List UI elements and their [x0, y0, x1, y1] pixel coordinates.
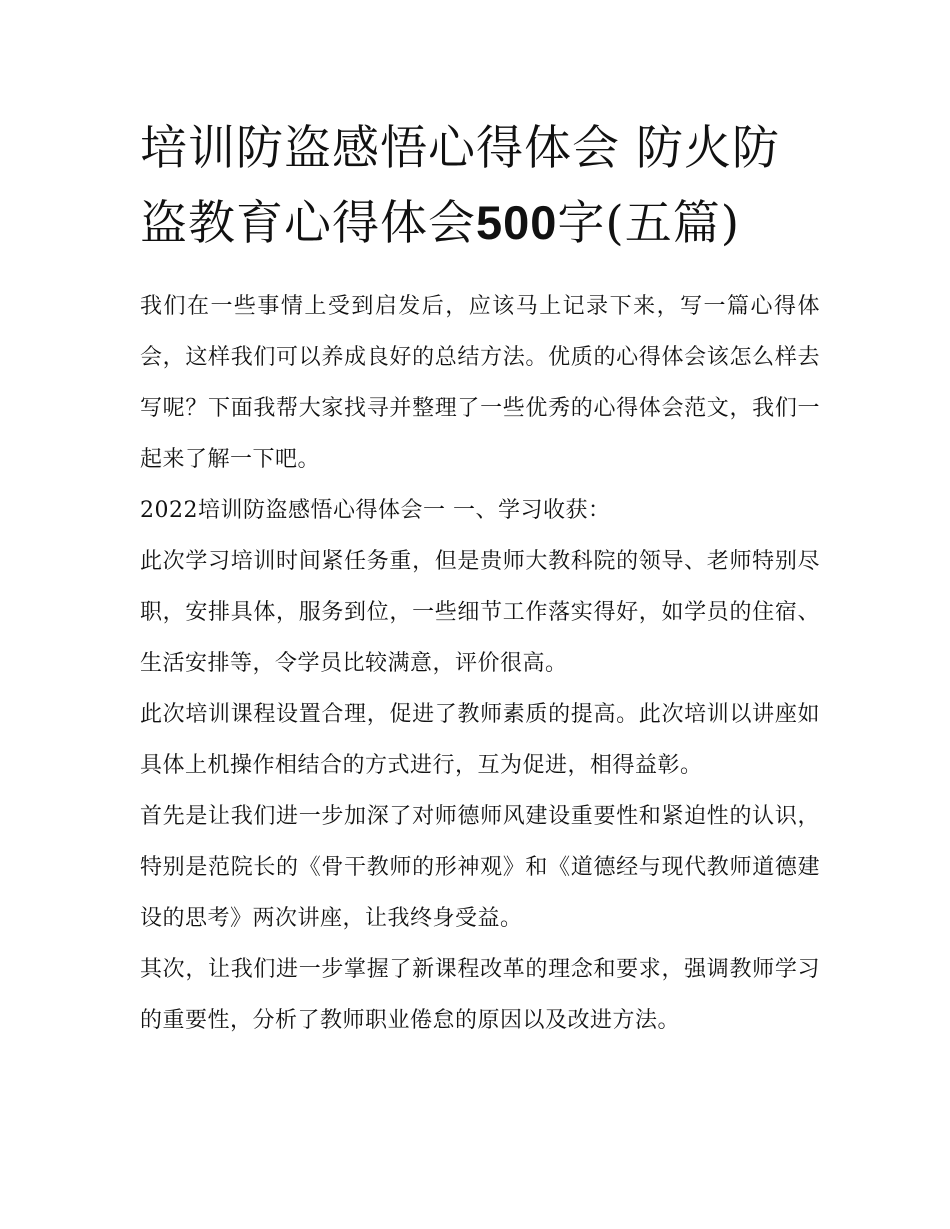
- document-body: [140, 281, 820, 1046]
- intro-paragraph: 我们在一些事情上受到启发后，应该马上记录下来，写一篇心得体会，这样我们可以养成良好的总结方法。优质的心得体会该怎么样去写呢？下面我帮大家找寻并整理了一些优秀的心得体会范文，我们一起来了解一下吧。: [140, 294, 820, 472]
- document-title: [140, 112, 820, 261]
- section-heading: 2022培训防盗感悟心得体会一 一、学习收获：: [140, 498, 611, 523]
- body-paragraph: 此次培训课程设置合理，促进了教师素质的提高。此次培训以讲座如具体上机操作相结合的方式进行，互为促进，相得益彰。: [140, 702, 820, 778]
- body-paragraph: 此次学习培训时间紧任务重，但是贵师大教科院的领导、老师特别尽职，安排具体，服务到位，一些细节工作落实得好，如学员的住宿、生活安排等，令学员比较满意，评价很高。: [140, 549, 820, 676]
- title-text-part1: 培训防盗感悟心得体会 防火防盗教育心得体会: [140, 121, 780, 251]
- title-text-part2: 字(五篇): [557, 196, 741, 251]
- body-paragraph: 首先是让我们进一步加深了对师德师风建设重要性和紧迫性的认识，特别是范院长的《骨干教师的形神观》和《道德经与现代教师道德建设的思考》两次讲座，让我终身受益。: [140, 804, 820, 931]
- body-paragraph: 其次，让我们进一步掌握了新课程改革的理念和要求，强调教师学习的重要性，分析了教师职业倦怠的原因以及改进方法。: [140, 957, 820, 1033]
- title-number: 500: [476, 196, 558, 249]
